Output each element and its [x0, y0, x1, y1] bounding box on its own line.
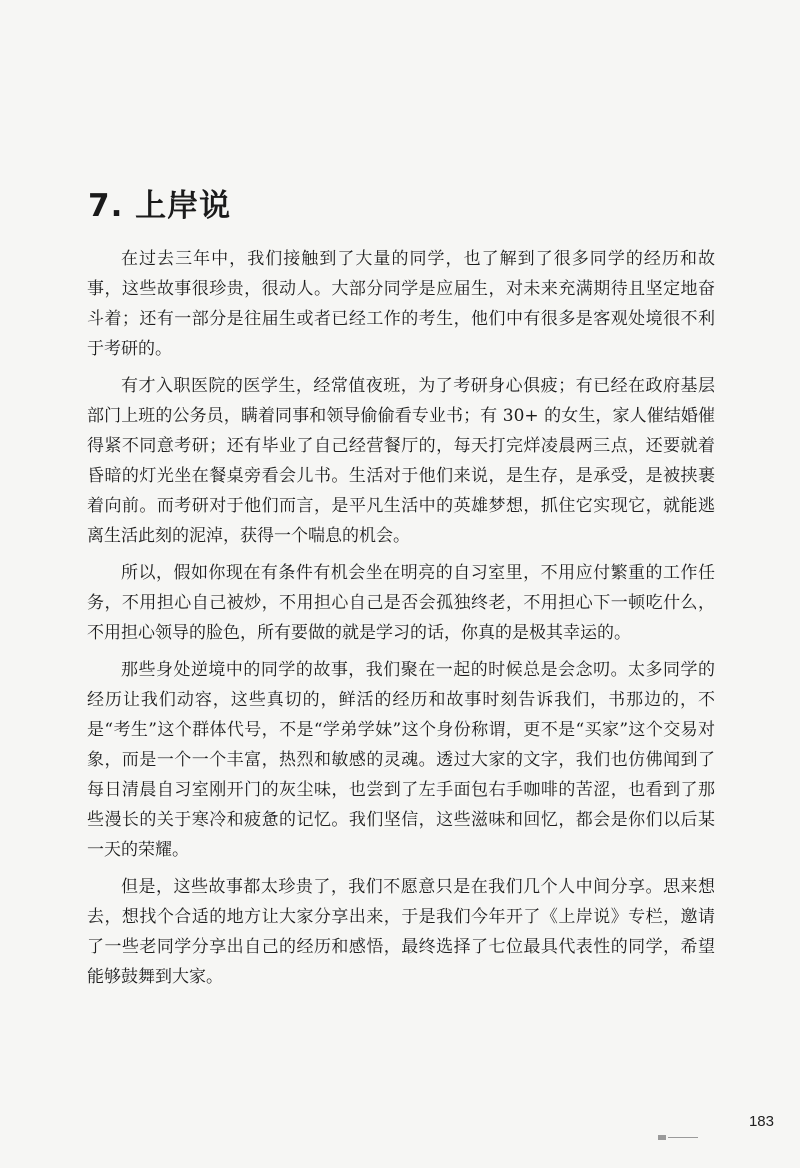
paragraph: 所以，假如你现在有条件有机会坐在明亮的自习室里，不用应付繁重的工作任务，不用担心自己被炒，不用担心自己是否会孤独终老，不用担心下一顿吃什么，不用担心领导的脸色，所有要做的就是学习的话，你真的是极其幸运的。: [87, 563, 715, 643]
paragraph: 在过去三年中，我们接触到了大量的同学，也了解到了很多同学的经历和故事，这些故事很珍贵，很动人。大部分同学是应届生，对未来充满期待且坚定地奋斗着；还有一部分是往届生或者已经工作的考生，他们中有很多是客观处境很不利于考研的。: [87, 249, 715, 359]
paragraph: 有才入职医院的医学生，经常值夜班，为了考研身心俱疲；有已经在政府基层部门上班的公务员，瞒着同事和领导偷偷看专业书；有 30+ 的女生，家人催结婚催得紧不同意考研；还有毕业了自己经营餐厅的，每天打完烊凌晨两三点，还要就着昏暗的灯光坐在餐桌旁看会儿书。生活对于他们来说，是生存，是承受，是被挟裹着向前。而考研对于他们而言，是平凡生活中的英雄梦想，抓住它实现它，就能逃离生活此刻的泥淖，获得一个喘息的机会。: [87, 376, 715, 546]
footer-decoration: [658, 1135, 698, 1139]
page-number: 183: [748, 1113, 774, 1130]
footer-rule: [668, 1137, 698, 1138]
paragraph: 但是，这些故事都太珍贵了，我们不愿意只是在我们几个人中间分享。思来想去，想找个合适的地方让大家分享出来，于是我们今年开了《上岸说》专栏，邀请了一些老同学分享出自己的经历和感悟，最终选择了七位最具代表性的同学，希望能够鼓舞到大家。: [87, 877, 715, 987]
section-title: 7. 上岸说: [88, 188, 232, 224]
footer-block: [658, 1135, 666, 1140]
body-text: [87, 244, 715, 999]
paragraph: 那些身处逆境中的同学的故事，我们聚在一起的时候总是会念叨。太多同学的经历让我们动容，这些真切的，鲜活的经历和故事时刻告诉我们，书那边的，不是“考生”这个群体代号，不是“学弟学妹”这个身份称谓，更不是“买家”这个交易对象，而是一个一个丰富，热烈和敏感的灵魂。透过大家的文字，我们也仿佛闻到了每日清晨自习室刚开门的灰尘味，也尝到了左手面包右手咖啡的苦涩，也看到了那些漫长的关于寒冷和疲惫的记忆。我们坚信，这些滋味和回忆，都会是你们以后某一天的荣耀。: [87, 660, 715, 860]
